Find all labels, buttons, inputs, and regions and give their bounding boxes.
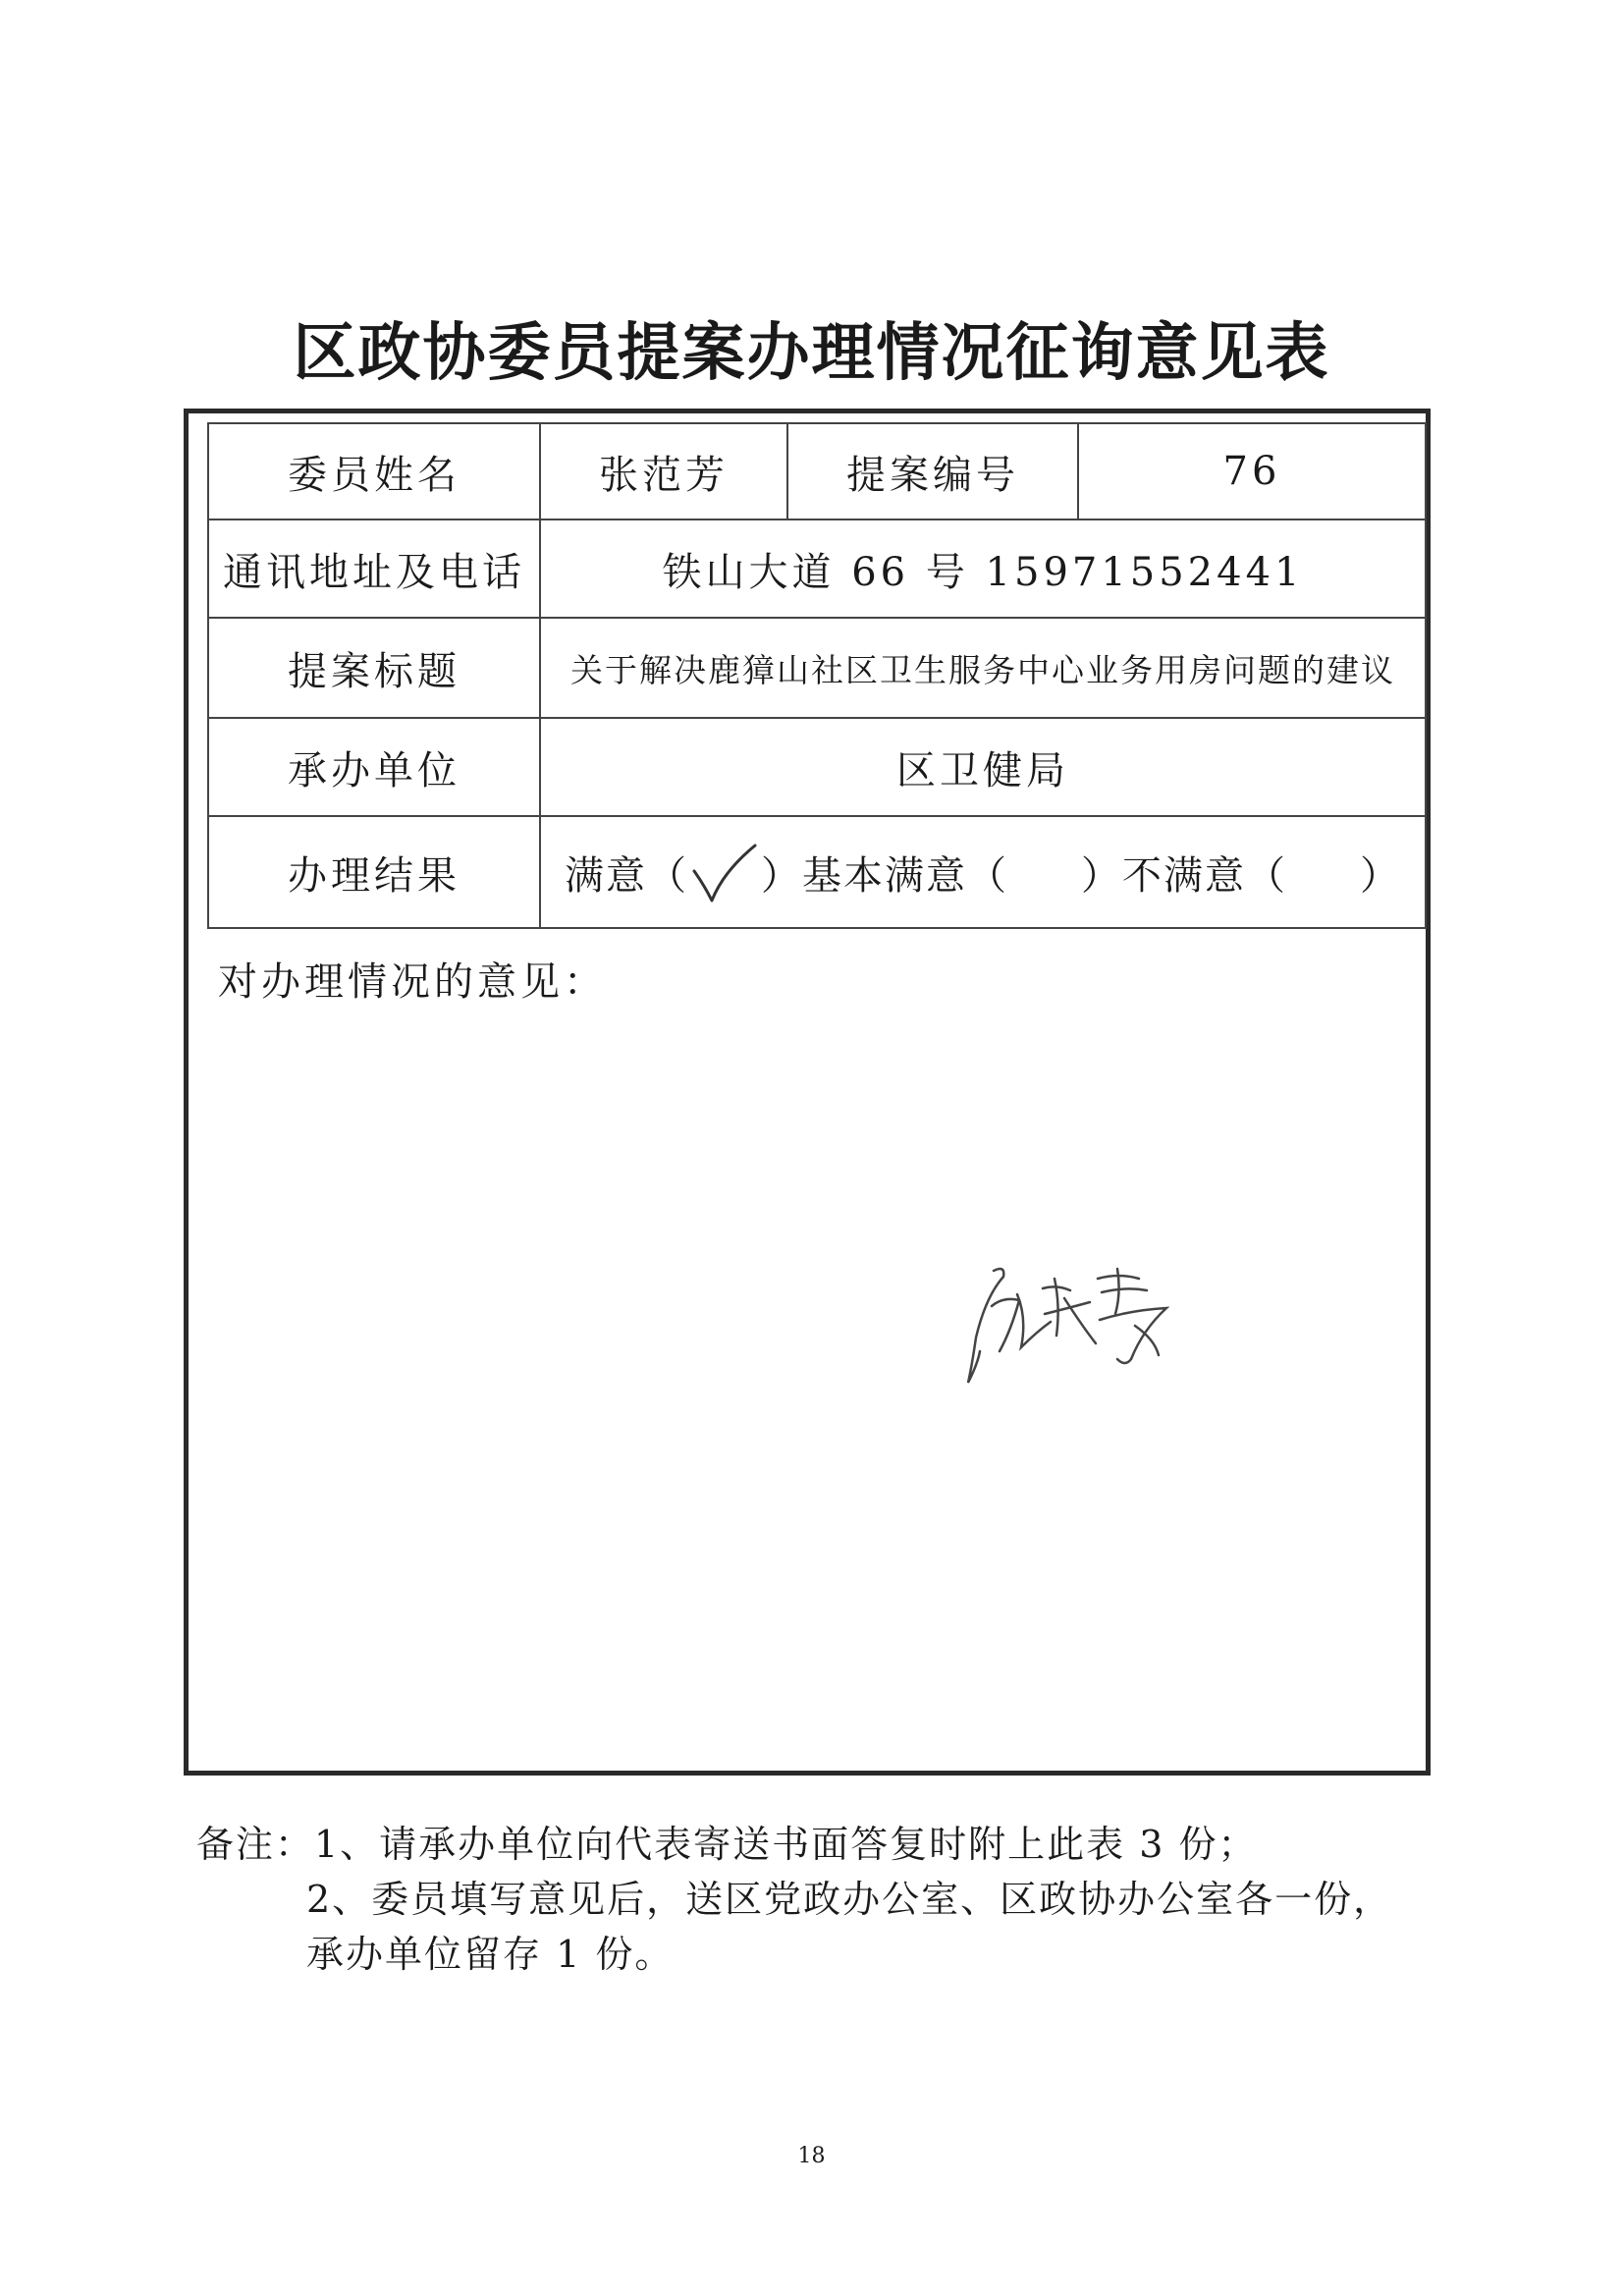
notes [196,1817,1392,1982]
proposal-title-value: 关于解决鹿獐山社区卫生服务中心业务用房问题的建议 [540,618,1426,718]
table-row [208,718,1426,816]
satisfied-checkbox [688,859,761,899]
page-title: 区政协委员提案办理情况征询意见表 [293,316,1330,390]
basic-satisfied-option: ）基本满意（ [761,852,1008,899]
checkmark-icon [690,842,759,906]
result-options [540,816,1426,928]
opinion-label: 对办理情况的意见： [218,959,607,1005]
table-row [208,519,1426,618]
signature [962,1257,1188,1394]
basic-satisfied-checkbox [1008,859,1081,899]
close-paren: ） [1360,852,1401,899]
not-satisfied-option: ）不满意（ [1081,852,1287,899]
contact-value: 铁山大道 66 号 15971552441 [540,519,1426,618]
table-row [208,423,1426,519]
handling-unit-value: 区卫健局 [540,718,1426,816]
page-number: 18 [797,2144,826,2168]
not-satisfied-checkbox [1287,859,1360,899]
proposal-form-table [207,422,1427,929]
table-row [208,618,1426,718]
member-name-label: 委员姓名 [208,423,540,519]
result-label: 办理结果 [208,816,540,928]
note-line-3: 承办单位留存 1 份。 [306,1933,675,1976]
handling-unit-label: 承办单位 [208,718,540,816]
proposal-title-label: 提案标题 [208,618,540,718]
proposal-no-label: 提案编号 [787,423,1078,519]
member-name-value: 张范芳 [540,423,787,519]
contact-label: 通讯地址及电话 [208,519,540,618]
satisfied-option: 满意（ [565,852,688,899]
note-line-1: 备注：1、请承办单位向代表寄送书面答复时附上此表 3 份； [196,1823,1258,1866]
note-line-2: 2、委员填写意见后，送区党政办公室、区政协办公室各一份， [306,1878,1393,1921]
proposal-no-value: 76 [1078,423,1426,519]
table-row [208,816,1426,928]
